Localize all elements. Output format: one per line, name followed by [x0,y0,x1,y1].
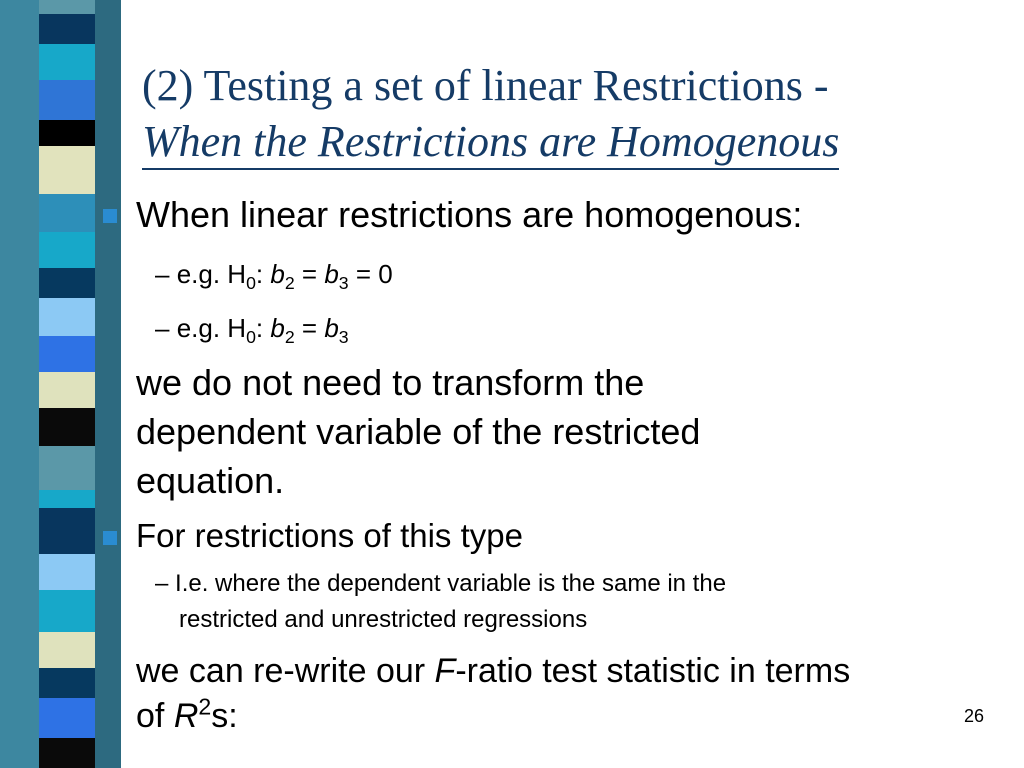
continuation-1-line-2: dependent variable of the restricted [136,411,701,452]
slide-title [142,58,1012,170]
bullet-2-text: For restrictions of this type [136,517,523,554]
stripe-band-right [95,0,121,768]
title-line-2: When the Restrictions are Homogenous [142,116,839,170]
subitem-2: – e.g. $H_0$: $b_2 = b_3$ [155,313,349,348]
stripe-column [39,0,95,768]
subitem-1: – e.g. $H_0$: $b_2 = b_3 = 0$ [155,259,393,294]
bullet-square-icon [103,531,117,545]
dash: – [155,259,170,289]
dash: – [155,313,170,343]
continuation-1-line-1: we do not need to transform the [136,362,645,403]
subitem-3-line-1: – I.e. where the dependent variable is the same in the [155,570,727,597]
continuation-2-line-1: we can re-write our F-ratio test statistic in terms [136,652,851,690]
continuation-1-line-3: equation. [136,460,285,501]
continuation-2-line-2: of $R^2s$: [136,693,238,735]
decorative-stripe-strip [0,0,121,768]
subitem-3-line-2: restricted and unrestricted regressions [179,606,588,633]
bullet-square-icon [103,209,117,223]
stripe-band-left [0,0,39,768]
title-line-1: (2) Testing a set of linear Restrictions - [142,61,829,110]
bullet-1-text: When linear restrictions are homogenous: [136,194,803,235]
dash: – [155,570,169,597]
page-number: 26 [964,706,985,726]
